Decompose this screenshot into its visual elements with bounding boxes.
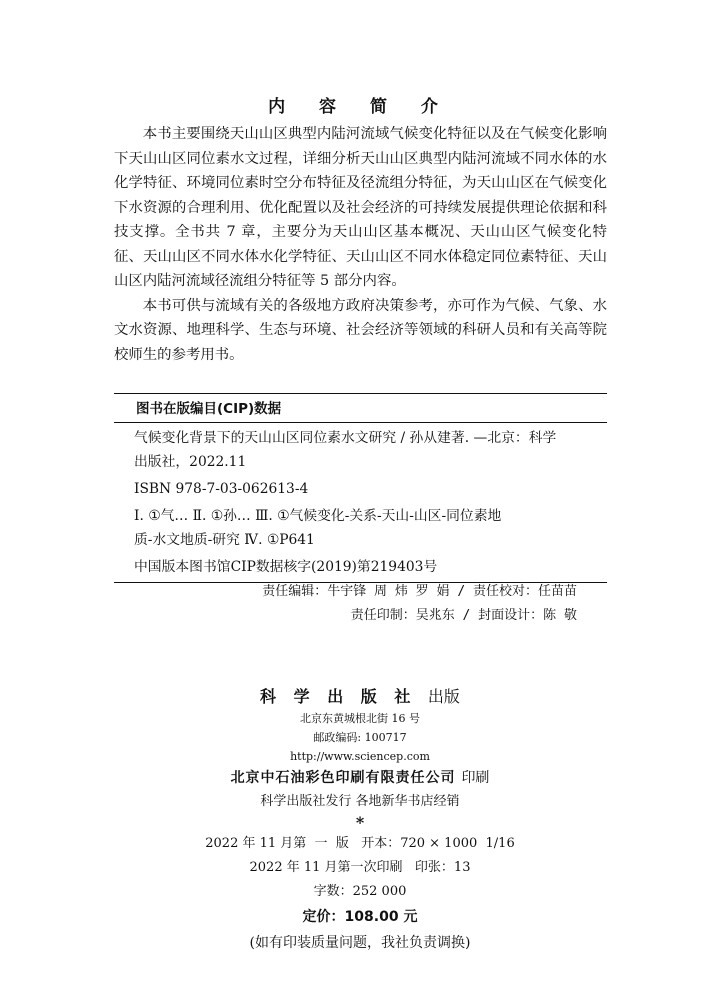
publisher-name: 科 学 出 版 社 (260, 687, 417, 706)
editors-line-2: 责任印制：吴兆东 / 封面设计：陈 敬 (350, 608, 577, 623)
publisher-postcode: 邮政编码: 100717 (313, 731, 407, 744)
cip-heading: 图书在版编目(CIP)数据 (136, 401, 282, 417)
cip-block (114, 393, 607, 583)
cip-entry-line-1: 气候变化背景下的天山山区同位素水文研究 / 孙从建著. —北京：科学 (134, 430, 557, 446)
summary-section (114, 122, 607, 367)
distribution-line: 科学出版社发行 各地新华书店经销 (260, 794, 460, 809)
summary-paragraph-1: 本书主要围绕天山山区典型内陆河流域气候变化特征以及在气候变化影响下天山山区同位素水文过程，详细分析天山山区典型内陆河流域不同水体的水化学特征、环境同位素时空分布特征及径流组分特征，为天山山区在气候变化下水资源的合理利用、优化配置以及社会经济的可持续发展提供理论依据和科技支撑。全书共 7 章，主要分为天山山区基本概况、天山山区气候变化特征、天山山区不同水体水化学特征、天山山区不同水体稳定同位素特征、天山山区内陆河流域径流组分特征等 5 部分内容。 (114, 126, 607, 289)
cip-classification-line-1: Ⅰ. ①气… Ⅱ. ①孙… Ⅲ. ①气候变化-关系-天山-山区-同位素地 (134, 508, 502, 524)
price: 定价：108.00 元 (302, 909, 418, 925)
printer-name: 北京中石油彩色印刷有限责任公司 (230, 770, 456, 786)
cip-body (114, 426, 607, 579)
publisher-suffix: 出版 (427, 687, 460, 706)
publisher-url: http://www.sciencep.com (290, 750, 430, 763)
printer-suffix: 印刷 (461, 770, 490, 786)
cip-isbn: ISBN 978-7-03-062613-4 (134, 481, 309, 497)
printer-line (0, 766, 720, 790)
publisher-address: 北京东黄城根北街 16 号 (300, 712, 420, 725)
summary-paragraph-2: 本书可供与流域有关的各级地方政府决策参考，亦可作为气候、气象、水文水资源、地理科学、生态与环境、社会经济等领域的科研人员和有关高等院校师生的参考用书。 (114, 297, 607, 363)
editors-block (114, 580, 607, 628)
cip-verification: 中国版本图书馆CIP数据核字(2019)第219403号 (134, 559, 438, 575)
edition-line: 2022 年 11 月第 一 版 开本：720 × 1000 1/16 (205, 836, 515, 851)
separator-star: * (355, 813, 365, 832)
summary-title: 内 容 简 介 (268, 97, 452, 117)
publisher-line (0, 685, 720, 709)
quality-note: (如有印装质量问题，我社负责调换) (249, 935, 471, 951)
cip-classification-line-2: 质-水文地质-研究 Ⅳ. ①P641 (134, 532, 315, 548)
publisher-block (0, 685, 720, 956)
word-count: 字数：252 000 (313, 884, 407, 899)
cip-divider (114, 422, 607, 423)
cip-entry-line-2: 出版社，2022.11 (134, 454, 247, 470)
editors-line-1: 责任编辑：牛宇锋 周 炜 罗 娟 / 责任校对：任苗苗 (262, 584, 577, 599)
printing-line: 2022 年 11 月第一次印刷 印张：13 (249, 860, 471, 875)
